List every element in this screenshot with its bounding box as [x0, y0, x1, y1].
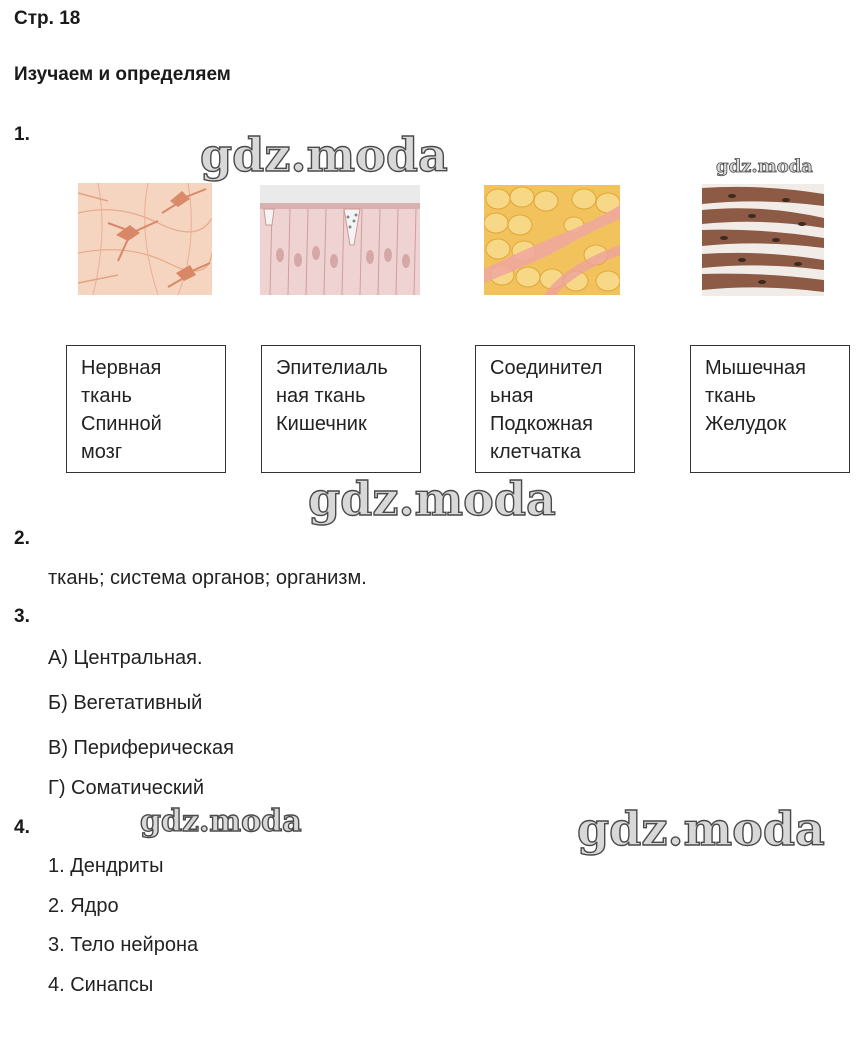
question-1-number: 1.	[14, 124, 30, 145]
tissue-label-box-nerve	[66, 345, 226, 473]
box-line: ткань	[81, 385, 132, 407]
question-2-number: 2.	[14, 528, 30, 549]
question-3-answer: В) Периферическая	[48, 737, 234, 759]
box-line: Эпителиаль	[276, 357, 388, 379]
box-line: ная ткань	[276, 385, 366, 407]
box-line: Подкожная	[490, 413, 593, 435]
section-title: Изучаем и определяем	[14, 64, 231, 85]
watermark: gdz.moda	[577, 802, 825, 856]
question-3-answer: Г) Соматический	[48, 777, 205, 799]
question-4-number: 4.	[14, 817, 30, 838]
question-4-answer: 4. Синапсы	[48, 974, 154, 996]
question-3-answer: Б) Вегетативный	[48, 692, 203, 714]
box-line: Нервная	[81, 357, 162, 379]
question-3-answer: А) Центральная.	[48, 647, 203, 669]
box-line: Кишечник	[276, 413, 367, 435]
muscle-tissue-image	[702, 184, 824, 296]
box-line: Соединител	[490, 357, 603, 379]
box-line: Мышечная	[705, 357, 806, 379]
page-number: Стр. 18	[14, 8, 81, 29]
box-line: ткань	[705, 385, 756, 407]
watermark: gdz.moda	[716, 156, 813, 177]
question-4-answer: 3. Тело нейрона	[48, 934, 199, 956]
watermark: gdz.moda	[308, 472, 556, 526]
nerve-tissue-image	[78, 183, 212, 295]
epithelial-tissue-image	[260, 185, 420, 295]
question-4-answer: 1. Дендриты	[48, 855, 164, 877]
watermark: gdz.moda	[200, 128, 448, 182]
watermark: gdz.moda	[140, 804, 302, 839]
question-2-answer: ткань; система органов; организм.	[48, 567, 367, 589]
box-line: ьная	[490, 385, 534, 407]
question-4-answer: 2. Ядро	[48, 895, 119, 917]
box-line: Спинной	[81, 413, 162, 435]
tissue-label-box-epithelial	[261, 345, 421, 473]
tissue-label-box-connective	[475, 345, 635, 473]
box-line: мозг	[81, 441, 123, 463]
box-line: клетчатка	[490, 441, 581, 463]
question-3-number: 3.	[14, 606, 30, 627]
tissue-label-box-muscle	[690, 345, 850, 473]
connective-tissue-image	[484, 185, 620, 295]
box-line: Желудок	[705, 413, 787, 435]
